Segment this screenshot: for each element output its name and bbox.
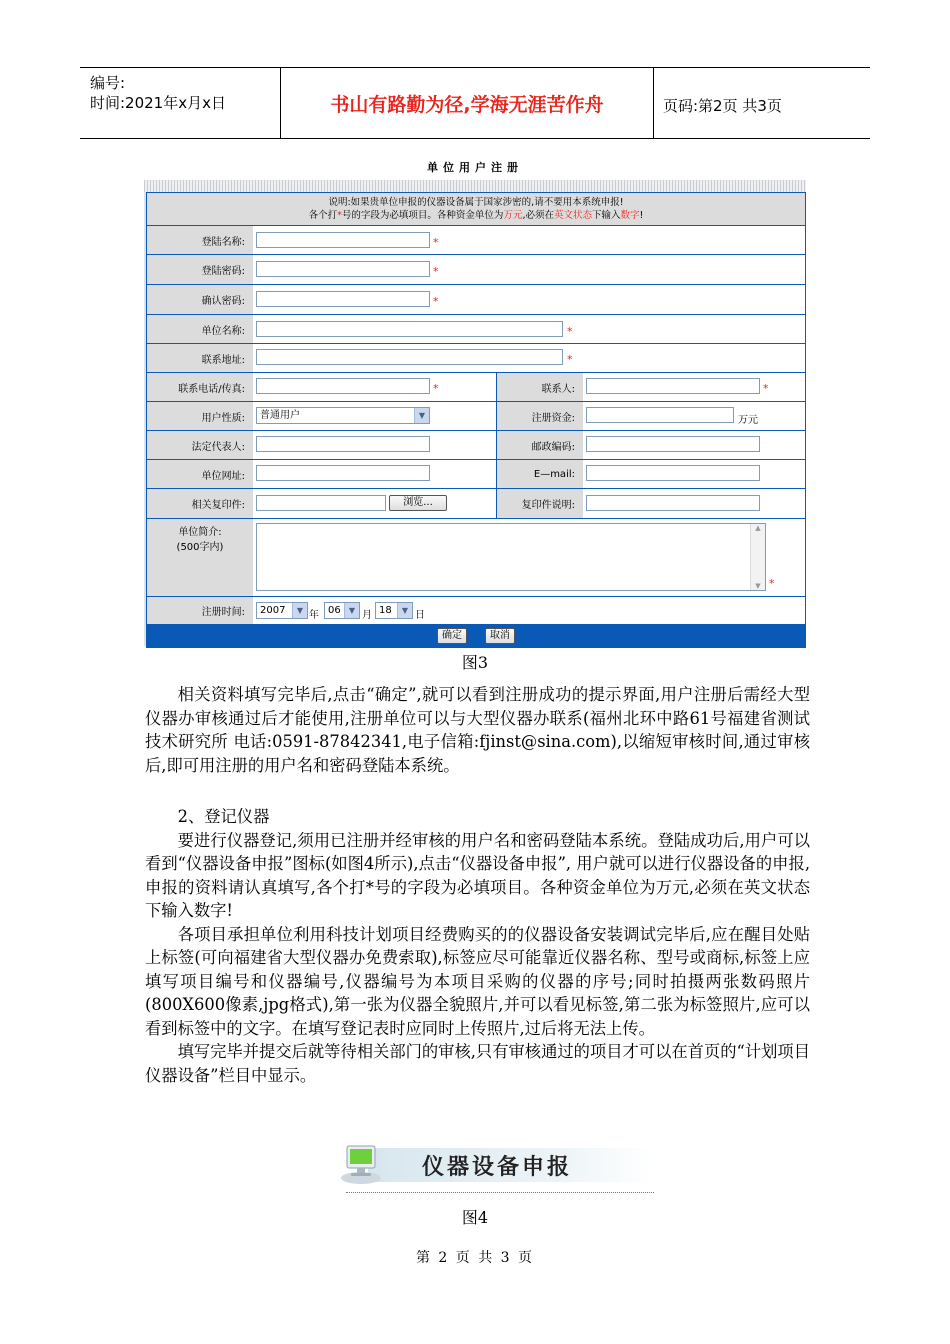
required-star: * <box>763 382 769 395</box>
confirm-button[interactable]: 确定 <box>437 628 467 644</box>
capital-unit: 万元 <box>738 415 758 426</box>
header-page-info: 页码:第2页 共3页 <box>663 97 782 115</box>
label-user-type: 用户性质: <box>147 402 253 430</box>
row-org-name <box>147 315 805 343</box>
section-2-heading: 2、登记仪器 <box>177 807 270 826</box>
paragraph-4: 填写完毕并提交后就等待相关部门的审核,只有审核通过的项目才可以在首页的“计划项目仪器设备”栏目中显示。 <box>145 1042 810 1085</box>
year-label: 年 <box>309 610 319 621</box>
monitor-icon <box>338 1140 384 1186</box>
row-reg-time <box>147 597 805 624</box>
org-name-input[interactable] <box>256 321 563 337</box>
paragraph-1: 相关资料填写完毕后,点击“确定”,就可以看到注册成功的提示界面,用户注册后需经大型仪器办审核通过后才能使用,注册单位可以与大型仪器办联系(福州北环中路61号福建省测试技术研究所 电话:0591-87842341,电子信箱:fjinst@sina.com),以缩短审核时间,通过审核后,即可用注册的用户名和密码登陆本系统。 <box>145 685 810 775</box>
legal-rep-input[interactable] <box>256 436 430 452</box>
label-intro: 单位简介: (500字内) <box>147 519 253 596</box>
label-attachment-desc: 复印件说明: <box>496 489 583 518</box>
cancel-button[interactable]: 取消 <box>485 628 515 644</box>
chevron-down-icon: ▼ <box>292 603 307 618</box>
paragraph-3: 各项目承担单位利用科技计划项目经费购买的的仪器设备安装调试完毕后,应在醒目处贴上标签(可向福建省大型仪器办免费索取),标签应尽可能靠近仪器名称、型号或商标,标签上应填写项目编号和仪器编号,仪器编号为本项目采购的仪器的序号;同时拍摄两张数码照片(800X600像素,jpg格式),第一张为仪器全貌照片,并可以看见标签,第二张为标签照片,应可以看到标签中的文字。在填写登记表时应同时上传照片,过后将无法上传。 <box>145 924 810 1038</box>
month-label: 月 <box>362 610 372 621</box>
website-input[interactable] <box>256 465 430 481</box>
label-org-name: 单位名称: <box>147 315 253 343</box>
note-line-2: 各个打*号的字段为必填项目。各种资金单位为万元,必须在英文状态下输入数字! <box>308 210 644 221</box>
note-line-1: 说明:如果贵单位申报的仪器设备属于国家涉密的,请不要用本系统申报! <box>328 197 624 208</box>
number-label: 编号: <box>90 74 126 92</box>
label-confirm-password: 确认密码: <box>147 285 253 314</box>
address-input[interactable] <box>256 349 563 365</box>
required-star: * <box>567 325 573 338</box>
registration-form-screenshot <box>144 180 806 646</box>
dotted-divider <box>346 1192 654 1193</box>
page-footer: 第 2 页 共 3 页 <box>415 1250 535 1266</box>
login-password-input[interactable] <box>256 261 430 277</box>
required-star: * <box>433 295 439 308</box>
year-select[interactable]: 2007 ▼ <box>256 602 308 619</box>
label-phone: 联系电话/传真: <box>147 373 253 401</box>
phone-input[interactable] <box>256 378 430 394</box>
caption-figure-4: 图4 <box>461 1208 489 1227</box>
confirm-password-input[interactable] <box>256 291 430 307</box>
required-star: * <box>769 577 775 590</box>
month-select[interactable]: 06 ▼ <box>324 602 360 619</box>
time-label: 时间:2021年x月x日 <box>90 94 226 112</box>
instrument-declare-icon-figure <box>338 1140 654 1194</box>
required-star: * <box>433 236 439 249</box>
label-email: E—mail: <box>496 460 583 488</box>
chevron-down-icon: ▼ <box>414 408 429 423</box>
email-input[interactable] <box>586 465 760 481</box>
scroll-up-icon[interactable]: ▲ <box>755 524 761 532</box>
label-address: 联系地址: <box>147 344 253 372</box>
capital-input[interactable] <box>586 407 734 423</box>
attachment-file-input[interactable] <box>256 495 386 511</box>
row-usertype-capital <box>147 402 805 430</box>
page-header <box>80 67 870 139</box>
chevron-down-icon: ▼ <box>344 603 359 618</box>
scroll-down-icon[interactable]: ▼ <box>755 582 761 590</box>
login-name-input[interactable] <box>256 232 430 248</box>
form-action-bar <box>147 625 805 647</box>
decorative-dots <box>144 180 806 192</box>
label-reg-time: 注册时间: <box>147 597 253 624</box>
label-contact: 联系人: <box>496 373 583 401</box>
row-login-password <box>147 255 805 284</box>
day-label: 日 <box>415 610 425 621</box>
label-attachment: 相关复印件: <box>147 489 253 518</box>
header-motto: 书山有路勤为径,学海无涯苦作舟 <box>281 68 654 138</box>
browse-button[interactable]: 浏览... <box>389 495 447 511</box>
required-star: * <box>567 353 573 366</box>
label-postcode: 邮政编码: <box>496 431 583 459</box>
contact-input[interactable] <box>586 378 760 394</box>
label-login-name: 登陆名称: <box>147 226 253 254</box>
paragraph-2: 要进行仪器登记,须用已注册并经审核的用户名和密码登陆本系统。登陆成功后,用户可以看到“仪器设备申报”图标(如图4所示),点击“仪器设备申报”, 用户就可以进行仪器设备的申报,申报的资料请认真填写,各个打*号的字段为必填项目。各种资金单位为万元,必须在英文状态下输入数字! <box>145 830 810 920</box>
row-login-name <box>147 226 805 254</box>
required-star: * <box>433 382 439 395</box>
row-address <box>147 344 805 372</box>
day-select[interactable]: 18 ▼ <box>375 602 413 619</box>
label-capital: 注册资金: <box>496 402 583 430</box>
row-website-email <box>147 460 805 488</box>
label-website: 单位网址: <box>147 460 253 488</box>
row-confirm-password <box>147 285 805 314</box>
user-type-select[interactable]: 普通用户 ▼ <box>256 407 430 424</box>
header-meta <box>80 68 281 138</box>
caption-figure-3: 图3 <box>461 653 489 672</box>
section-2 <box>145 805 810 1087</box>
required-star: * <box>433 265 439 278</box>
form-title: 单位用户注册 <box>427 161 523 174</box>
form-table <box>146 192 806 648</box>
form-note <box>147 193 805 225</box>
label-legal-rep: 法定代表人: <box>147 431 253 459</box>
scrollbar[interactable] <box>750 524 765 590</box>
row-attachment <box>147 489 805 518</box>
chevron-down-icon: ▼ <box>397 603 412 618</box>
postcode-input[interactable] <box>586 436 760 452</box>
label-login-password: 登陆密码: <box>147 255 253 284</box>
row-phone-contact <box>147 373 805 401</box>
row-intro <box>147 519 805 596</box>
row-legal-postcode <box>147 431 805 459</box>
intro-textarea[interactable] <box>256 523 766 591</box>
instrument-declare-label[interactable]: 仪器设备申报 <box>422 1155 573 1180</box>
attachment-desc-input[interactable] <box>586 495 760 511</box>
